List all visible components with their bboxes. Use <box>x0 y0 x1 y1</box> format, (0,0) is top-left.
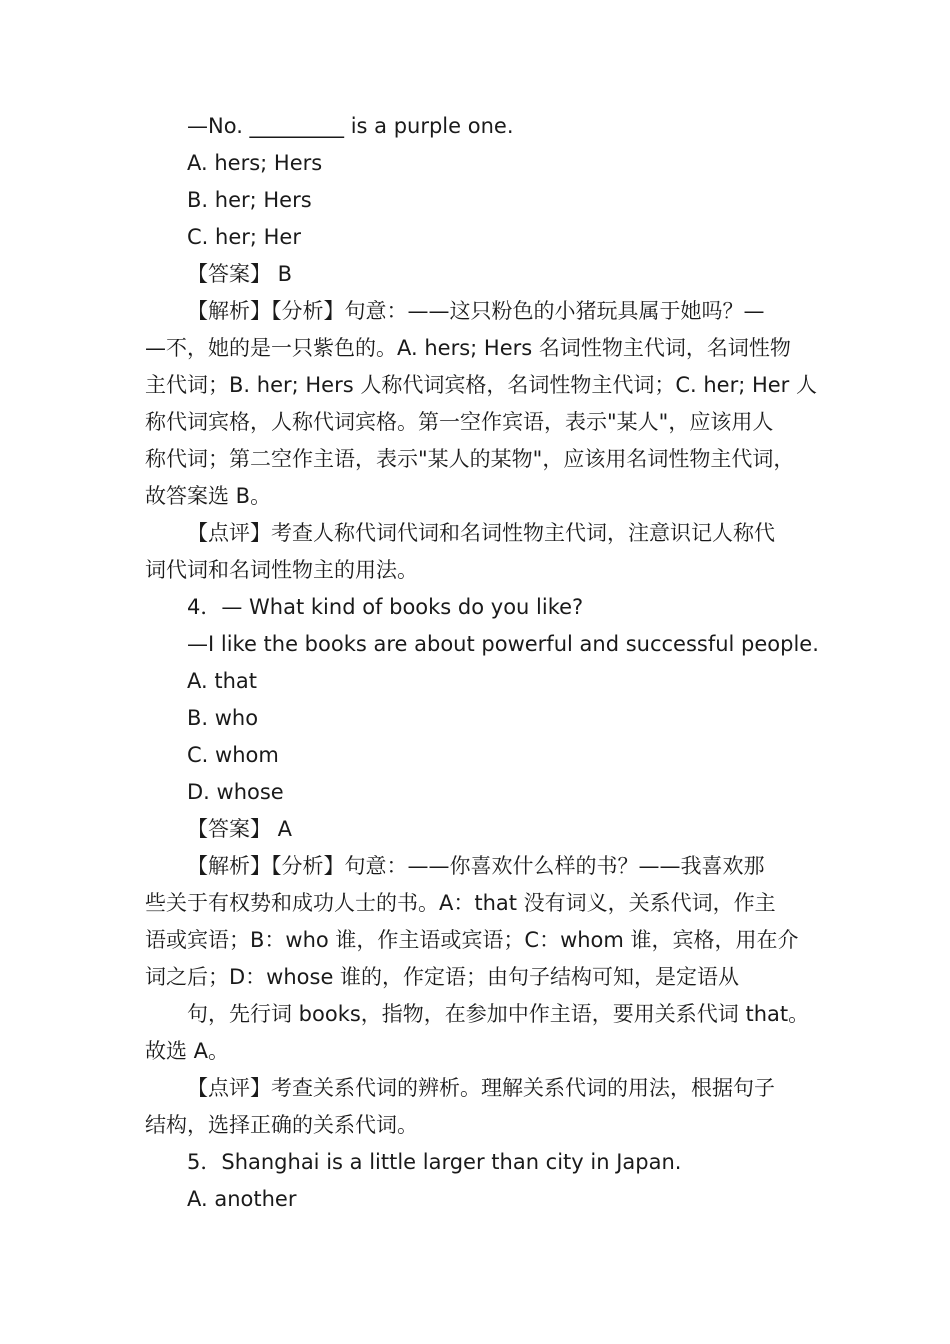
analysis-line: 【解析】【分析】句意：——这只粉色的小猪玩具属于她吗？— <box>187 299 765 323</box>
option-b: B. who <box>187 706 259 730</box>
analysis-line: 称代词；第二空作主语，表示"某人的某物"，应该用名词性物主代词， <box>145 447 795 471</box>
comment-line: 【点评】考查人称代词代词和名词性物主代词，注意识记人称代 <box>187 521 775 545</box>
answer-line: 【答案】 B <box>187 262 293 286</box>
analysis-line: 【解析】【分析】句意：——你喜欢什么样的书？——我喜欢那 <box>187 854 765 878</box>
question-3-stem-line: —No. _________ is a purple one. <box>187 114 514 138</box>
analysis-line: —不，她的是一只紫色的。A. hers; Hers 名词性物主代词，名词性物 <box>145 336 791 360</box>
option-d: D. whose <box>187 780 284 804</box>
analysis-line: 词之后；D：whose 谁的，作定语；由句子结构可知，是定语从 <box>145 965 740 989</box>
analysis-line: 语或宾语；B：who 谁，作主语或宾语；C：whom 谁，宾格，用在介 <box>145 928 799 952</box>
question-5-stem: 5．Shanghai is a little larger than city in Japan. <box>187 1150 682 1174</box>
option-b: B. her; Hers <box>187 188 312 212</box>
analysis-line: 故答案选 B。 <box>145 484 272 508</box>
analysis-line: 称代词宾格，人称代词宾格。第一空作宾语，表示"某人"，应该用人 <box>145 410 774 434</box>
question-4-stem: 4．— What kind of books do you like? <box>187 595 584 619</box>
analysis-line: 故选 A。 <box>145 1039 230 1063</box>
answer-line: 【答案】 A <box>187 817 293 841</box>
comment-line: 【点评】考查关系代词的辨析。理解关系代词的用法，根据句子 <box>187 1076 775 1100</box>
analysis-line: 句，先行词 books，指物，在参加中作主语，要用关系代词 that。 <box>187 1002 810 1026</box>
option-c: C. whom <box>187 743 279 767</box>
option-a: A. hers; Hers <box>187 151 323 175</box>
analysis-line: 些关于有权势和成功人士的书。A：that 没有词义，关系代词，作主 <box>145 891 776 915</box>
comment-line: 词代词和名词性物主的用法。 <box>145 558 418 582</box>
option-a: A. another <box>187 1187 297 1211</box>
comment-line: 结构，选择正确的关系代词。 <box>145 1113 418 1137</box>
option-a: A. that <box>187 669 257 693</box>
question-4-stem: —I like the books are about powerful and successful people. <box>187 632 819 656</box>
analysis-line: 主代词；B. her; Hers 人称代词宾格，名词性物主代词；C. her; Her 人 <box>145 373 817 397</box>
option-c: C. her; Her <box>187 225 301 249</box>
